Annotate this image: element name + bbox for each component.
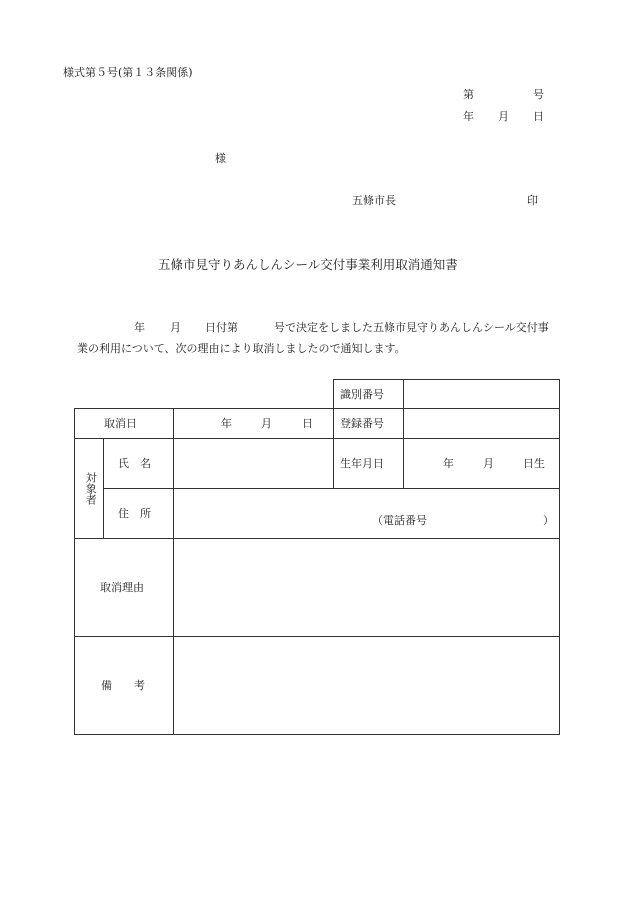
subject-label: 対象者	[84, 472, 98, 505]
addressee-suffix: 様	[215, 152, 226, 165]
date-day: 日	[533, 110, 544, 123]
doc-no-prefix: 第	[463, 88, 474, 101]
registration-number-label: 登録番号	[340, 417, 384, 430]
cancel-date-month: 月	[261, 417, 272, 430]
cancel-date-year: 年	[221, 417, 232, 430]
id-number-label: 識別番号	[340, 388, 384, 401]
body-no-text: 号で決定をしました五條市見守りあんしんシール交付事	[274, 321, 549, 334]
cancel-date-day: 日	[302, 417, 313, 430]
body-year: 年	[134, 321, 145, 334]
body-day-dated: 日付第	[205, 321, 238, 334]
issuer-seal: 印	[527, 194, 538, 207]
remarks-label: 備 考	[101, 679, 145, 692]
phone-open: （電話番号	[372, 514, 427, 527]
issuer-name: 五條市長	[352, 194, 396, 207]
date-month: 月	[498, 110, 509, 123]
date-year: 年	[463, 110, 474, 123]
reason-label: 取消理由	[100, 581, 144, 594]
birth-month: 月	[483, 457, 494, 470]
address-label: 住 所	[118, 507, 151, 520]
form-number: 様式第５号(第１３条関係)	[63, 66, 193, 79]
body-line-2: 業の利用について、次の理由により取消しましたので通知します。	[77, 342, 406, 355]
birth-date-label: 生年月日	[340, 457, 384, 470]
birth-day: 日生	[523, 457, 545, 470]
birth-year: 年	[443, 457, 454, 470]
doc-no-suffix: 号	[533, 88, 544, 101]
phone-close: ）	[543, 514, 554, 527]
body-month: 月	[170, 321, 181, 334]
cancel-date-label: 取消日	[104, 417, 137, 430]
document-title: 五條市見守りあんしんシール交付事業利用取消通知書	[158, 257, 458, 272]
name-label: 氏 名	[118, 457, 151, 470]
